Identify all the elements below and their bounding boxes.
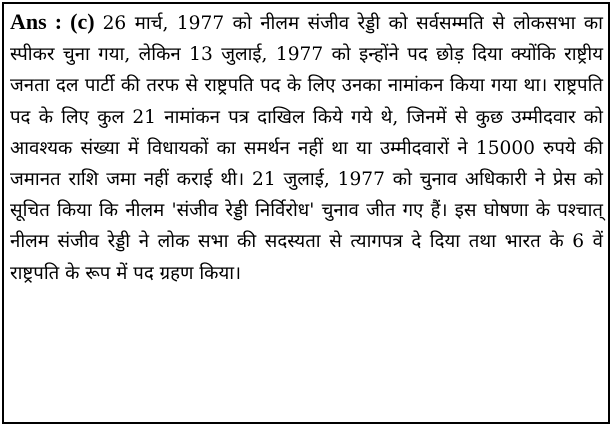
answer-paragraph [10,6,603,289]
answer-option: (c) [70,9,95,34]
answer-box [2,2,610,424]
answer-body: 26 मार्च, 1977 को नीलम संजीव रेड्डी को सर्वसम्मति से लोकसभा का स्पीकर चुना गया, लेकिन 13 जुलाई, 1977 को इन्होंने पद छोड़ दिया क्योंकि राष्ट्रीय जनता दल पार्टी की तरफ से राष्ट्रपति पद के लिए उनका नामांकन किया गया था। राष्ट्रपति पद के लिए कुल 21 नामांकन पत्र दाखिल किये गये थे, जिनमें से कुछ उम्मीदवार को आवश्यक संख्या में विधायकों का समर्थन नहीं था या उम्मीदवारों ने 15000 रुपये की जमानत राशि जमा नहीं कराई थी। 21 जुलाई, 1977 को चुनाव अधिकारी ने प्रेस को सूचित किया कि नीलम 'संजीव रेड्डी निर्विरोध' चुनाव जीत गए हैं। इस घोषणा के पश्चात् नीलम संजीव रेड्डी ने लोक सभा की सदस्यता से त्यागपत्र दे दिया तथा भारत के 6 वें राष्ट्रपति के रूप में पद ग्रहण किया। [10,13,603,284]
answer-label: Ans : [10,9,71,34]
